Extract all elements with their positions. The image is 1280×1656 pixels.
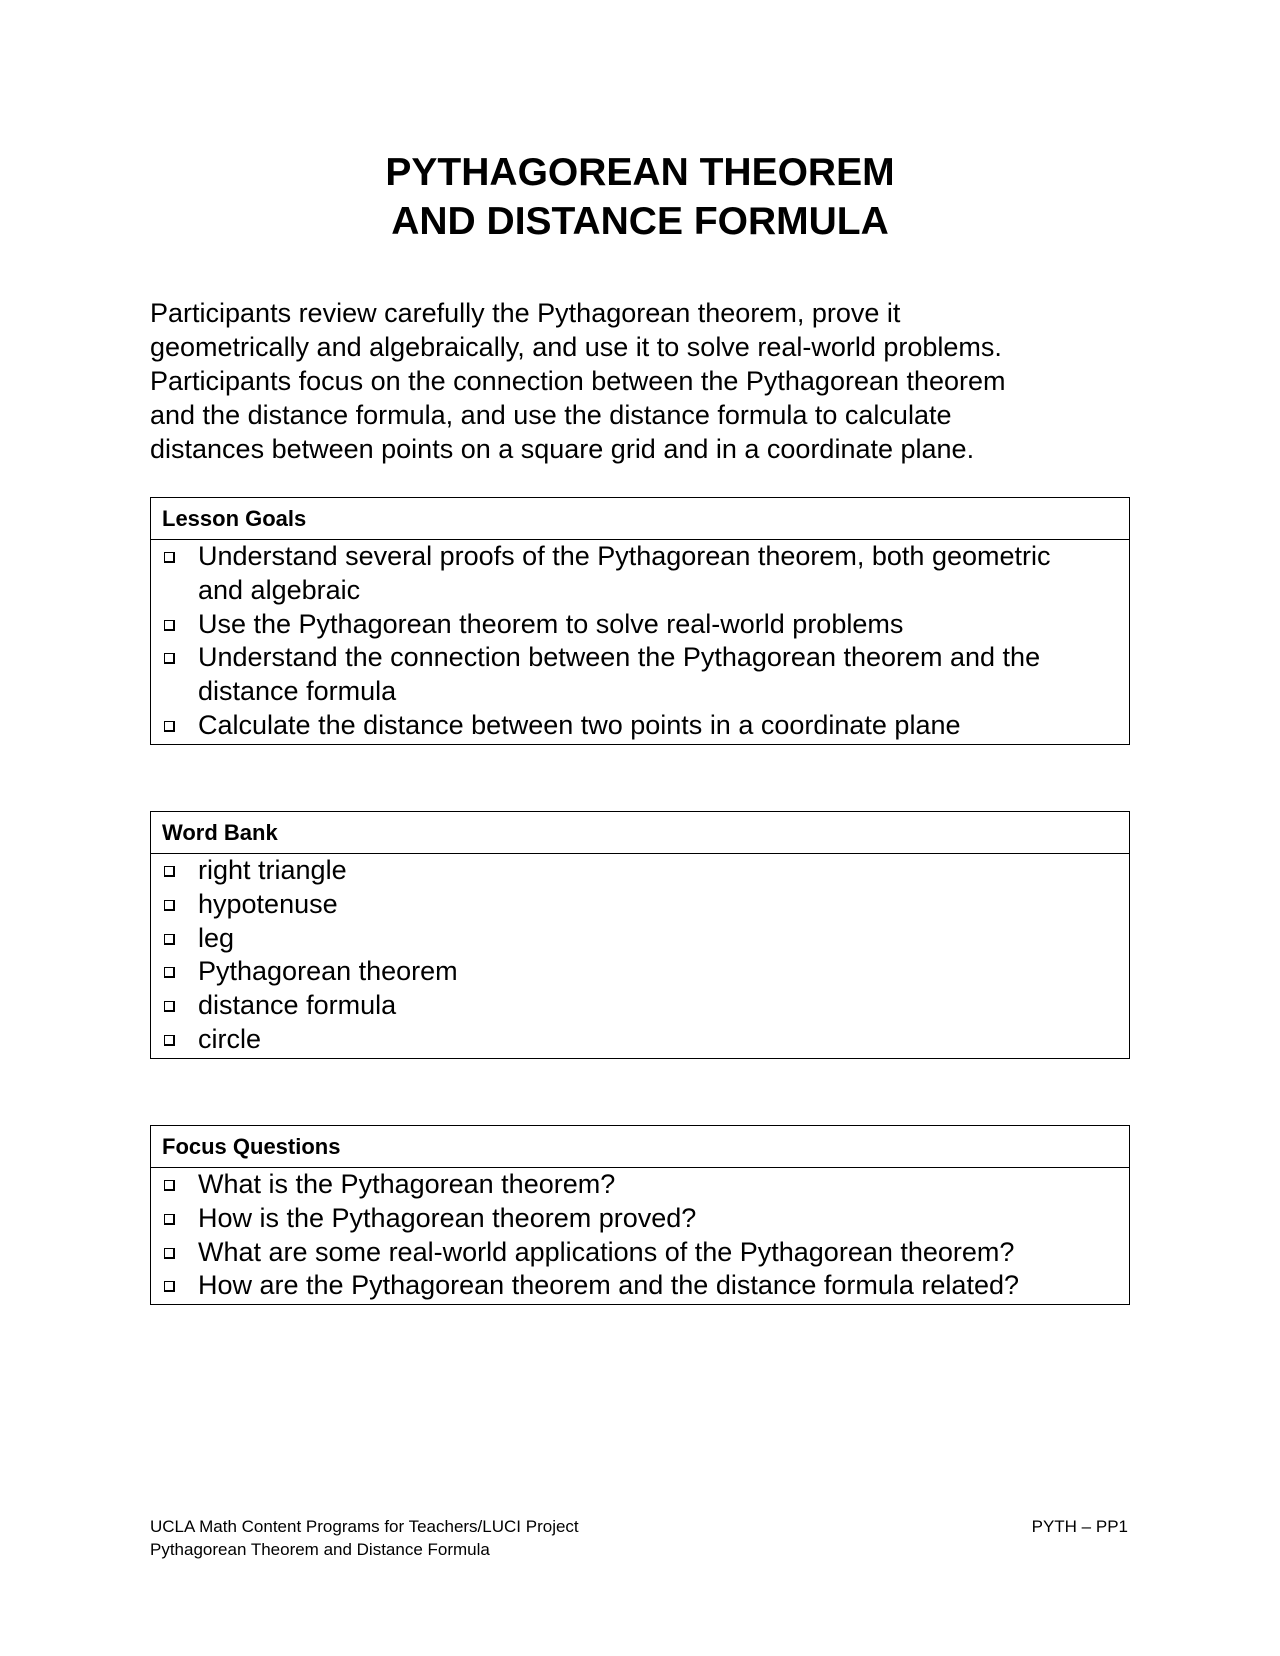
list-item <box>151 989 1129 1023</box>
checkbox-bullet-icon <box>164 552 175 563</box>
focus-question-text: How are the Pythagorean theorem and the distance formula related? <box>198 1270 1019 1301</box>
list-item <box>151 955 1129 989</box>
list-item <box>151 1202 1129 1236</box>
checkbox-bullet-icon <box>164 1248 175 1259</box>
lesson-goals-box <box>150 497 1130 745</box>
focus-questions-box <box>150 1125 1130 1305</box>
focus-question-text: What is the Pythagorean theorem? <box>198 1169 616 1199</box>
list-item <box>151 1269 1129 1303</box>
lesson-goal-text: Calculate the distance between two points in a coordinate plane <box>198 709 961 740</box>
word-bank-term: leg <box>198 922 235 953</box>
footer-page-code: PYTH – PP1 <box>1031 1517 1128 1536</box>
word-bank-term: circle <box>198 1023 262 1054</box>
title-line-1: PYTHAGOREAN THEOREM <box>385 151 895 194</box>
checkbox-bullet-icon <box>164 900 175 911</box>
checkbox-bullet-icon <box>164 1180 175 1191</box>
lesson-goal-text: Use the Pythagorean theorem to solve real-world problems <box>198 608 904 639</box>
focus-question-text: What are some real-world applications of the Pythagorean theorem? <box>198 1236 1015 1267</box>
list-item <box>151 922 1129 956</box>
title-line-2: AND DISTANCE FORMULA <box>391 200 889 243</box>
checkbox-bullet-icon <box>164 721 175 732</box>
page-title <box>0 148 1280 246</box>
word-bank-heading: Word Bank <box>151 812 1129 854</box>
footer-program: UCLA Math Content Programs for Teachers/LUCI Project <box>150 1517 579 1536</box>
list-item <box>151 1236 1129 1270</box>
checkbox-bullet-icon <box>164 866 175 877</box>
list-item <box>151 709 1129 743</box>
checkbox-bullet-icon <box>164 934 175 945</box>
word-bank-term: hypotenuse <box>198 888 338 919</box>
word-bank-list <box>151 854 1129 1058</box>
list-item <box>151 540 1129 608</box>
checkbox-bullet-icon <box>164 620 175 631</box>
checkbox-bullet-icon <box>164 1035 175 1046</box>
footer-left <box>150 1515 579 1561</box>
word-bank-box <box>150 811 1130 1059</box>
focus-questions-list <box>151 1168 1129 1304</box>
word-bank-term: distance formula <box>198 990 397 1021</box>
word-bank-term: right triangle <box>198 855 347 885</box>
checkbox-bullet-icon <box>164 1214 175 1225</box>
word-bank-term: Pythagorean theorem <box>198 956 458 987</box>
intro-paragraph: Participants review carefully the Pythagorean theorem, prove it geometrically and algebraically, and use it to solve real-world problems. Participants focus on the connection between the Pythagorean theorem and the distance formula, and use the distance formula to calculate distances between points on a square grid and in a coordinate plane. <box>150 298 1006 464</box>
list-item <box>151 608 1129 642</box>
focus-questions-heading: Focus Questions <box>151 1126 1129 1168</box>
list-item <box>151 641 1129 709</box>
lesson-goals-list <box>151 540 1129 744</box>
checkbox-bullet-icon <box>164 967 175 978</box>
list-item <box>151 854 1129 888</box>
lesson-goal-text: Understand the connection between the Pythagorean theorem and the distance formula <box>198 642 1041 707</box>
list-item <box>151 1023 1129 1057</box>
list-item <box>151 888 1129 922</box>
footer-document-title: Pythagorean Theorem and Distance Formula <box>150 1540 490 1559</box>
lesson-goals-heading: Lesson Goals <box>151 498 1129 540</box>
focus-question-text: How is the Pythagorean theorem proved? <box>198 1202 697 1233</box>
lesson-goal-text: Understand several proofs of the Pythagorean theorem, both geometric and algebraic <box>198 541 1051 605</box>
list-item <box>151 1168 1129 1202</box>
checkbox-bullet-icon <box>164 1001 175 1012</box>
checkbox-bullet-icon <box>164 653 175 664</box>
checkbox-bullet-icon <box>164 1281 175 1292</box>
